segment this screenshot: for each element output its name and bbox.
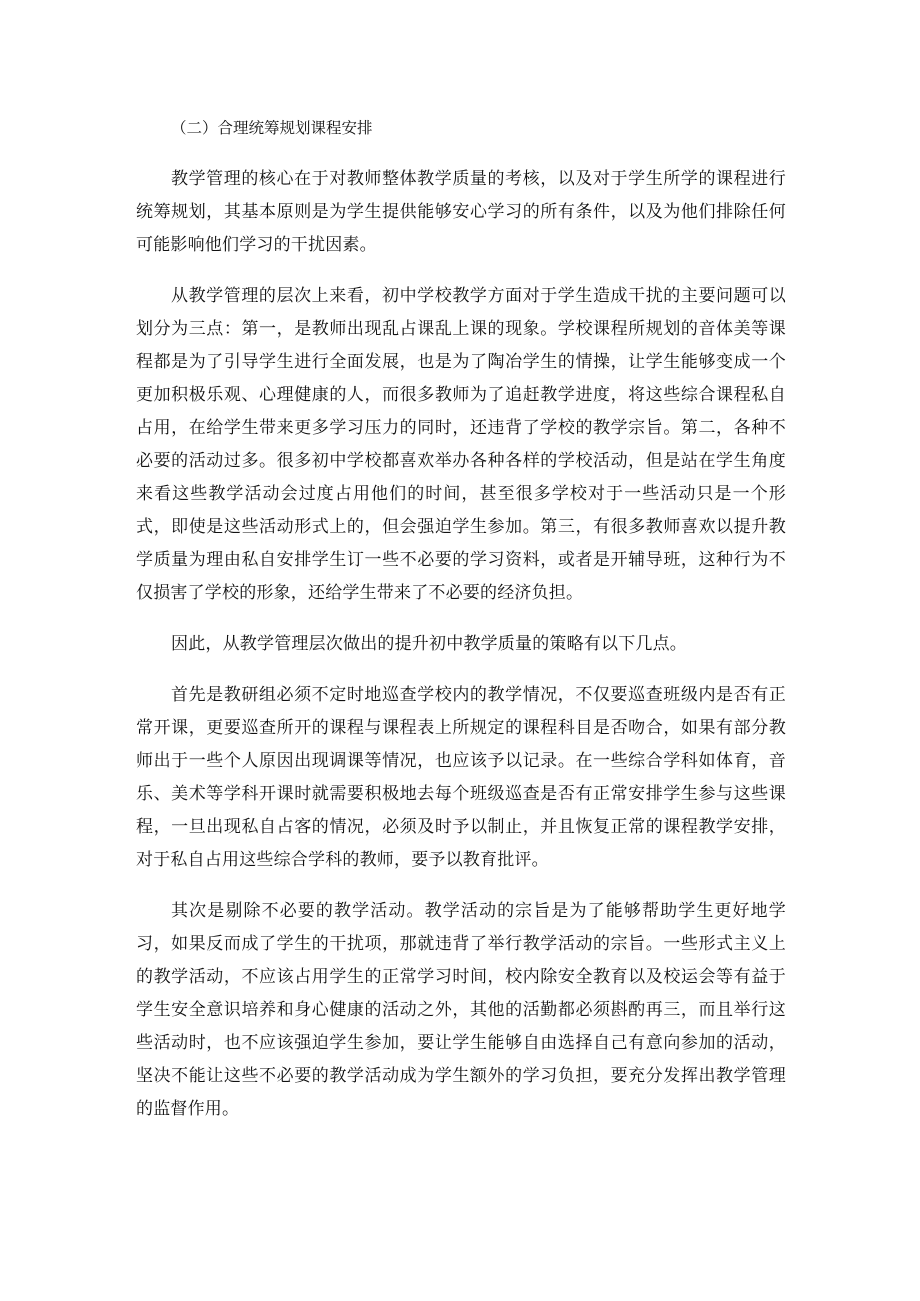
section-heading: （二）合理统筹规划课程安排 (171, 119, 373, 137)
paragraph-course-planning-principle: 教学管理的核心在于对教师整体教学质量的考核，以及对于学生所学的课程进行统筹规划，其基本原则是为学生提供能够安心学习的所有条件，以及为他们排除任何可能影响他们学习的干扰因素。 (136, 169, 786, 255)
paragraph-strategy-intro: 因此，从教学管理层次做出的提升初中教学质量的策略有以下几点。 (171, 634, 687, 654)
paragraph-inspection: 首先是教研组必须不定时地巡查学校内的教学情况，不仅要巡查班级内是否有正常开课，更要巡查所开的课程与课程表上所规定的课程科目是否吻合，如果有部分教师出于一些个人原因出现调课等情况，也应该予以记录。在一些综合学科如体育，音乐、美术等学科开课时就需要积极地去每个班级巡查是否有正常安排学生参与这些课程，一旦出现私自占客的情况，必须及时予以制止，并且恢复正常的课程教学安排，对于私自占用这些综合学科的教师，要予以教育批评。 (136, 685, 786, 870)
paragraph-remove-activities: 其次是剔除不必要的教学活动。教学活动的宗旨是为了能够帮助学生更好地学习，如果反而成了学生的干扰项，那就违背了举行教学活动的宗旨。一些形式主义上的教学活动，不应该占用学生的正常学习时间，校内除安全教育以及校运会等有益于学生安全意识培养和身心健康的活动之外，其他的活勤都必须斟酌再三，而且举行这些活动时，也不应该强迫学生参加，要让学生能够自由选择自己有意向参加的活动，坚决不能让这些不必要的教学活动成为学生额外的学习负担，要充分发挥出教学管理的监督作用。 (136, 901, 786, 1119)
document-body (136, 112, 786, 1144)
paragraph-interference-problems: 从教学管理的层次上来看，初中学校教学方面对于学生造成干扰的主要问题可以划分为三点：第一，是教师出现乱占课乱上课的现象。学校课程所规划的音体美等课程都是为了引导学生进行全面发展，也是为了陶冶学生的情操，让学生能够变成一个更加积极乐观、心理健康的人，而很多教师为了追赶教学进度，将这些综合课程私自占用，在给学生带来更多学习压力的同时，还违背了学校的教学宗旨。第二，各种不必要的活动过多。很多初中学校都喜欢举办各种各样的学校活动，但是站在学生角度来看这些教学活动会过度占用他们的时间，甚至很多学校对于一些活动只是一个形式，即使是这些活动形式上的，但会强迫学生参加。第三，有很多教师喜欢以提升教学质量为理由私自安排学生订一些不必要的学习资料，或者是开辅导班，这种行为不仅损害了学校的形象，还给学生带来了不必要的经济负担。 (136, 286, 786, 603)
